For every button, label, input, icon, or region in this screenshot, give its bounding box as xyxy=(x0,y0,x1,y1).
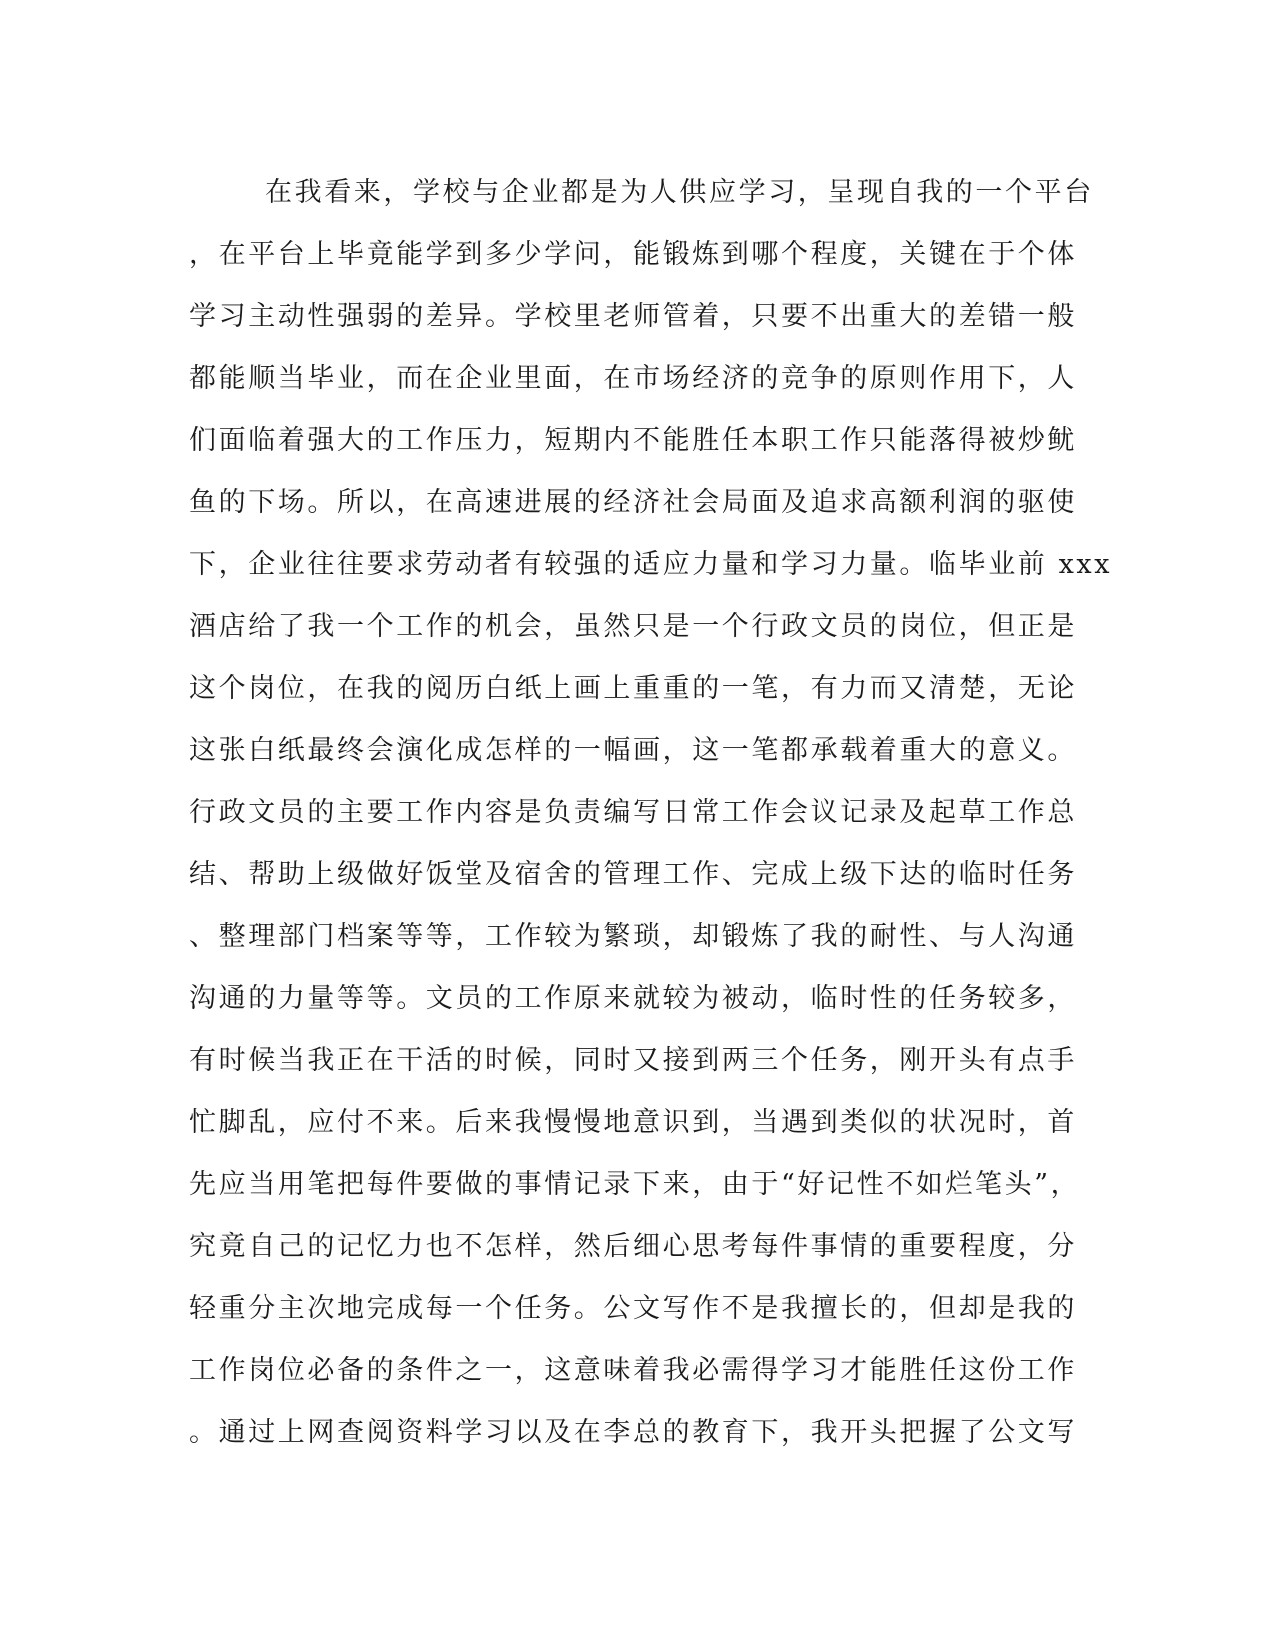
text-line: 结、帮助上级做好饭堂及宿舍的管理工作、完成上级下达的临时任务 xyxy=(189,859,1077,890)
text-line: 轻重分主次地完成每一个任务。公文写作不是我擅长的，但却是我的 xyxy=(189,1293,1077,1324)
text-line: 学习主动性强弱的差异。学校里老师管着，只要不出重大的差错一般 xyxy=(189,301,1077,332)
text-line: 们面临着强大的工作压力，短期内不能胜任本职工作只能落得被炒鱿 xyxy=(189,425,1077,456)
text-line: 工作岗位必备的条件之一，这意味着我必需得学习才能胜任这份工作 xyxy=(189,1355,1077,1386)
text-line: 都能顺当毕业，而在企业里面，在市场经济的竞争的原则作用下，人 xyxy=(189,363,1077,394)
text-line: 下，企业往往要求劳动者有较强的适应力量和学习力量。临毕业前 xxx xyxy=(189,549,1113,580)
text-line: 有时候当我正在干活的时候，同时又接到两三个任务，刚开头有点手 xyxy=(189,1045,1077,1076)
text-line: 忙脚乱，应付不来。后来我慢慢地意识到，当遇到类似的状况时，首 xyxy=(189,1107,1077,1138)
text-line: 这张白纸最终会演化成怎样的一幅画，这一笔都承载着重大的意义。 xyxy=(189,735,1077,766)
text-line: 在我看来，学校与企业都是为人供应学习，呈现自我的一个平台 xyxy=(265,177,1094,208)
text-line: 沟通的力量等等。文员的工作原来就较为被动，临时性的任务较多， xyxy=(189,983,1077,1014)
text-line: 先应当用笔把每件要做的事情记录下来，由于“好记性不如烂笔头”， xyxy=(189,1169,1081,1200)
text-line: 、整理部门档案等等，工作较为繁琐，却锻炼了我的耐性、与人沟通 xyxy=(189,921,1077,952)
body-paragraph xyxy=(189,162,1113,1464)
text-line: 行政文员的主要工作内容是负责编写日常工作会议记录及起草工作总 xyxy=(189,797,1077,828)
text-line: 究竟自己的记忆力也不怎样，然后细心思考每件事情的重要程度，分 xyxy=(189,1231,1077,1262)
text-line: 酒店给了我一个工作的机会，虽然只是一个行政文员的岗位，但正是 xyxy=(189,611,1077,642)
text-line: ，在平台上毕竟能学到多少学问，能锻炼到哪个程度，关键在于个体 xyxy=(189,239,1077,270)
text-line: 鱼的下场。所以，在高速进展的经济社会局面及追求高额利润的驱使 xyxy=(189,487,1077,518)
text-line: 这个岗位，在我的阅历白纸上画上重重的一笔，有力而又清楚，无论 xyxy=(189,673,1077,704)
text-line: 。通过上网查阅资料学习以及在李总的教育下，我开头把握了公文写 xyxy=(189,1417,1077,1448)
